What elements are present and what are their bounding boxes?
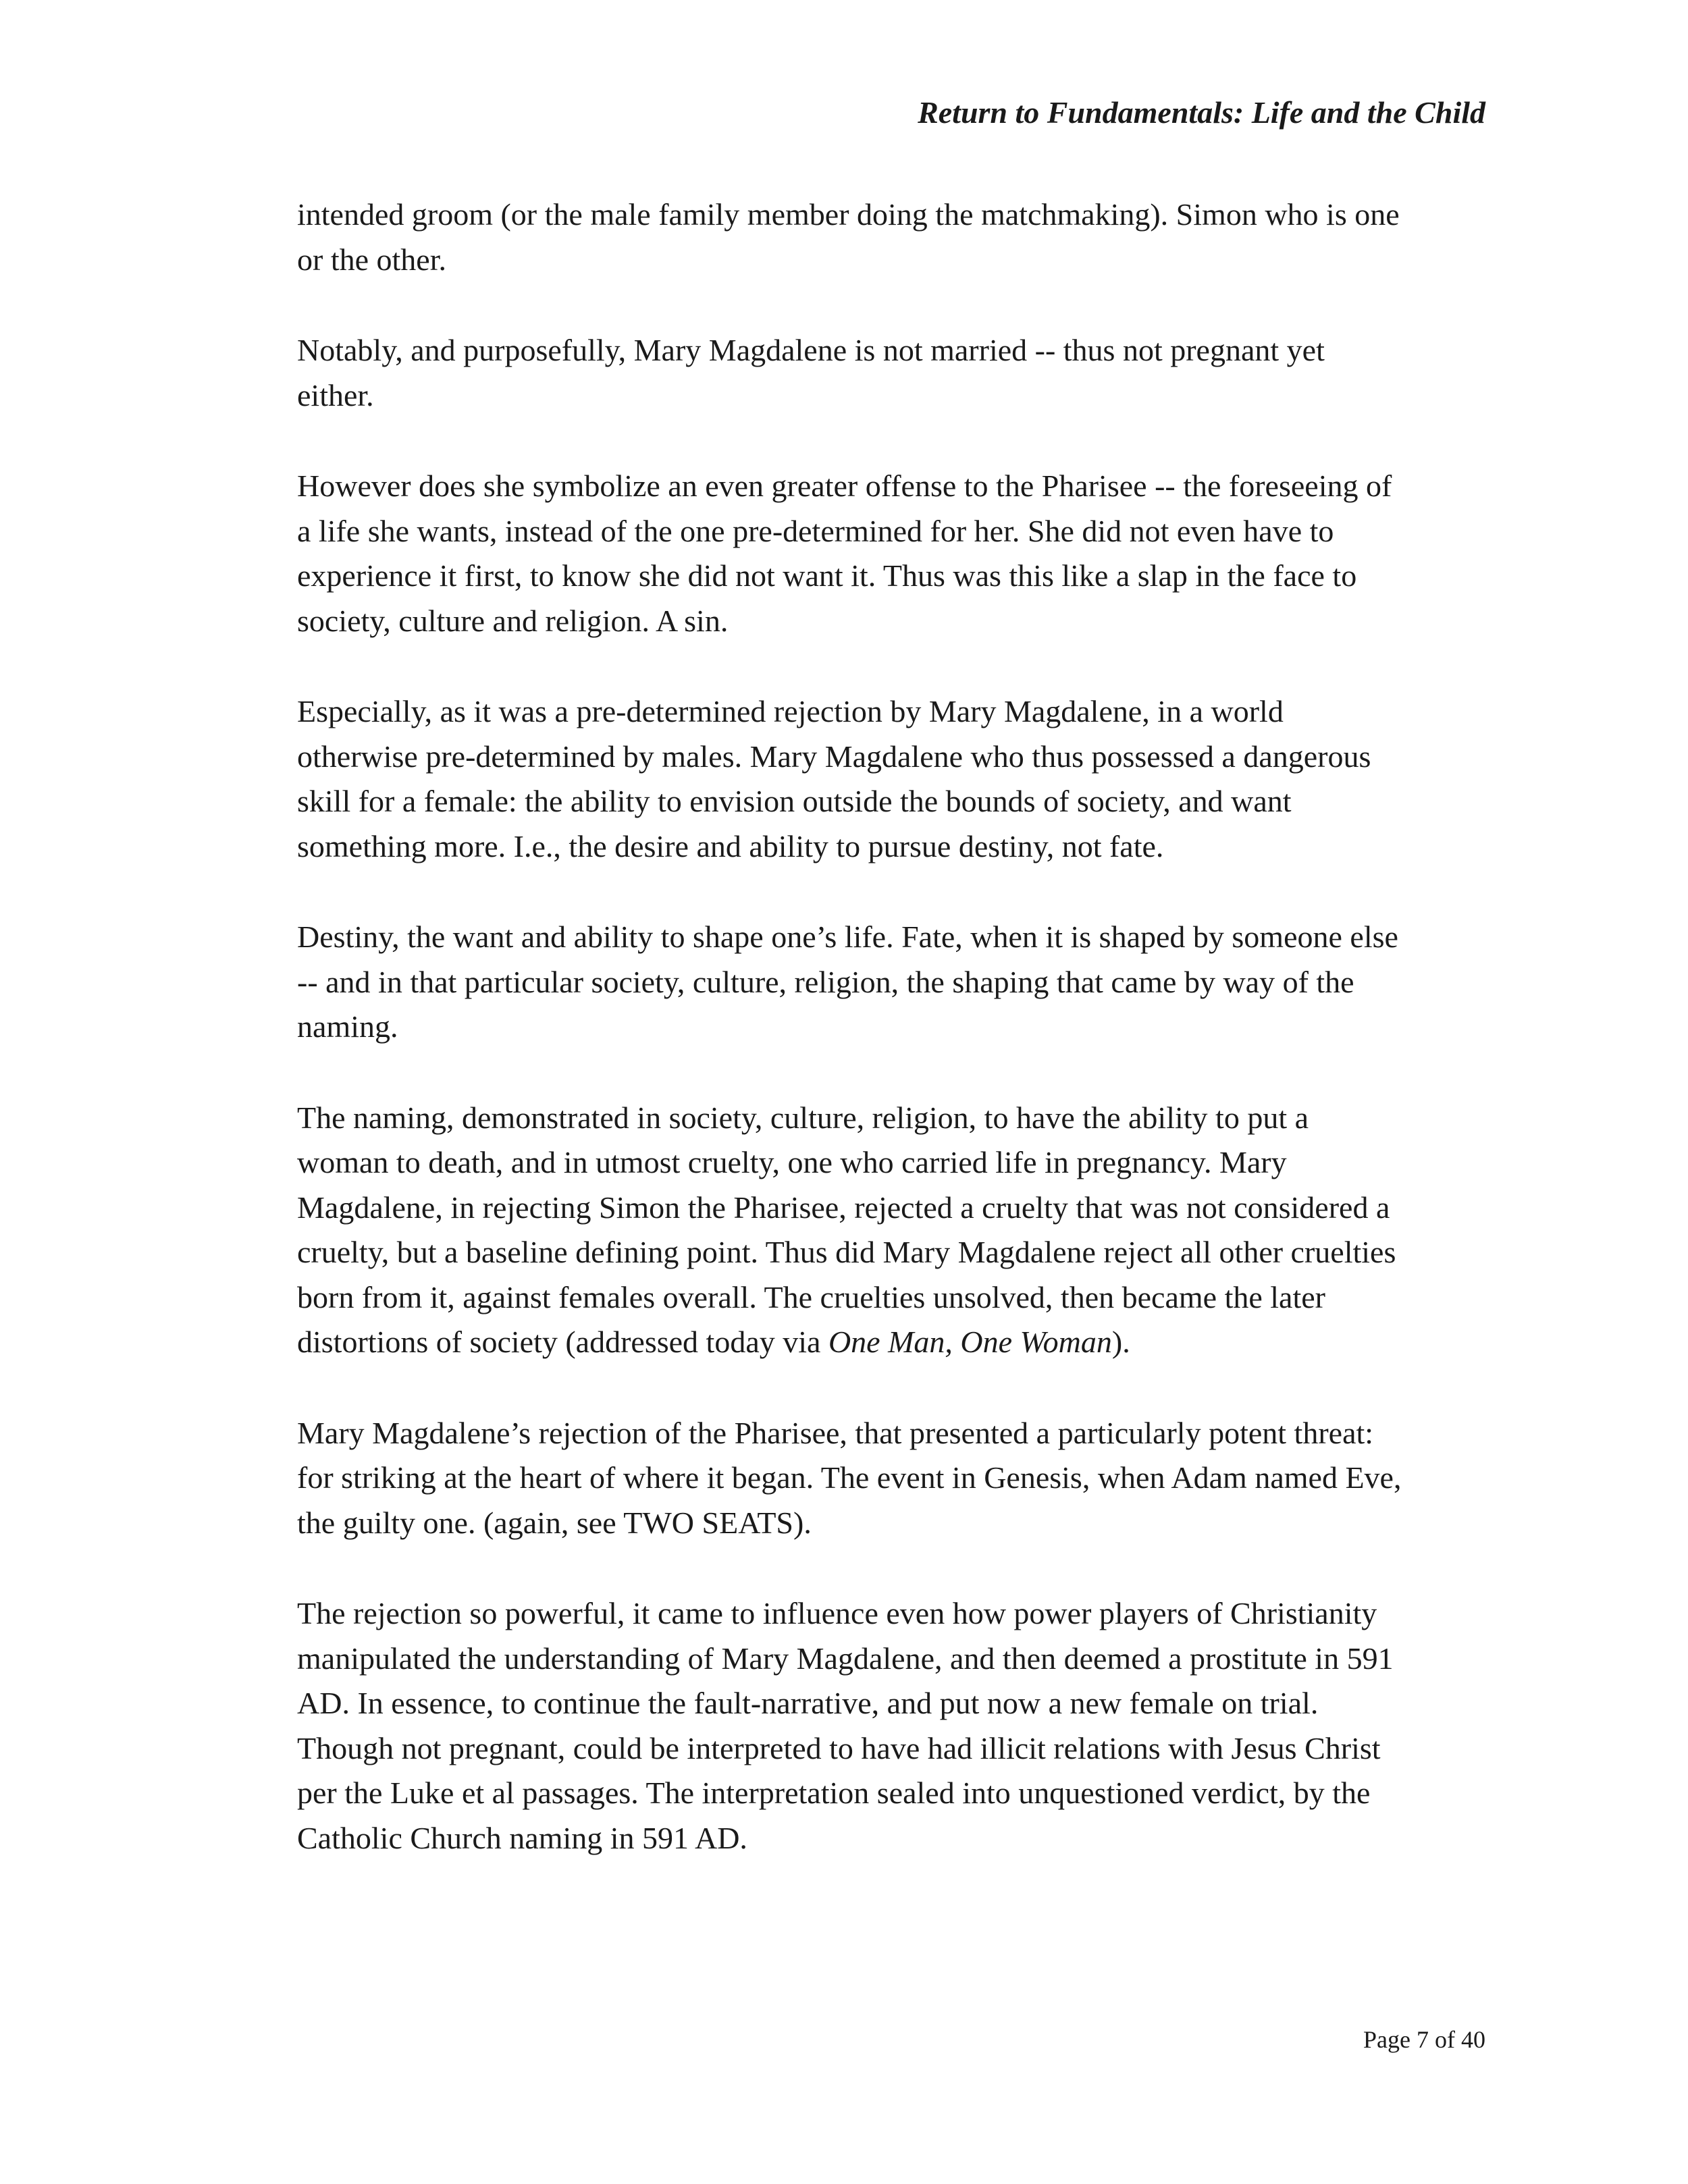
paragraph-8: The rejection so powerful, it came to influence even how power players of Christianity manipulated the understanding of Mary Magdalene, and then deemed a prostitute in 591 AD. In essence, to continue the fault-narrative, and put now a new female on trial. Though not pregnant, could be interpreted to have had illicit relations with Jesus Christ per the Luke et al passages. The interpretation sealed into unquestioned verdict, by the Catholic Church naming in 591 AD. xyxy=(297,1596,1394,1855)
paragraph-5: Destiny, the want and ability to shape one’s life. Fate, when it is shaped by someone else -- and in that particular society, culture, religion, the shaping that came by way of the naming. xyxy=(297,920,1398,1044)
paragraph-6-text: The naming, demonstrated in society, culture, religion, to have the ability to put a woman to death, and in utmost cruelty, one who carried life in pregnancy. Mary Magdalene, in rejecting Simon the Pharisee, rejected a cruelty that was not considered a cruelty, but a baseline defining point. Thus did Mary Magdalene reject all other cruelties born from it, against females overall. The cruelties unsolved, then became the later distortions of society (addressed today via xyxy=(297,1100,1396,1359)
paragraph-7: Mary Magdalene’s rejection of the Pharisee, that presented a particularly potent threat: for striking at the heart of where it began. The event in Genesis, when Adam named Eve, the guilty one. (again, see TWO SEATS). xyxy=(297,1415,1402,1540)
paragraph-6-end: ). xyxy=(1111,1325,1130,1359)
body-text xyxy=(297,192,1404,1907)
book-title-italic: One Man, One Woman xyxy=(828,1325,1112,1359)
paragraph-3: However does she symbolize an even greater offense to the Pharisee -- the foreseeing of a life she wants, instead of the one pre-determined for her. She did not even have to experience it first, to know she did not want it. Thus was this like a slap in the face to society, culture and religion. A sin. xyxy=(297,469,1392,638)
page-number: Page 7 of 40 xyxy=(1363,2026,1485,2053)
paragraph-2: Notably, and purposefully, Mary Magdalene is not married -- thus not pregnant yet either. xyxy=(297,333,1325,412)
paragraph-4: Especially, as it was a pre-determined rejection by Mary Magdalene, in a world otherwise pre-determined by males. Mary Magdalene who thus possessed a dangerous skill for a female: the ability to envision outside the bounds of society, and want something more. I.e., the desire and ability to pursue destiny, not fate. xyxy=(297,694,1371,863)
paragraph-6 xyxy=(297,1096,1404,1365)
running-header-title: Return to Fundamentals: Life and the Child xyxy=(918,95,1485,130)
paragraph-1: intended groom (or the male family member doing the matchmaking). Simon who is one or the other. xyxy=(297,197,1400,277)
